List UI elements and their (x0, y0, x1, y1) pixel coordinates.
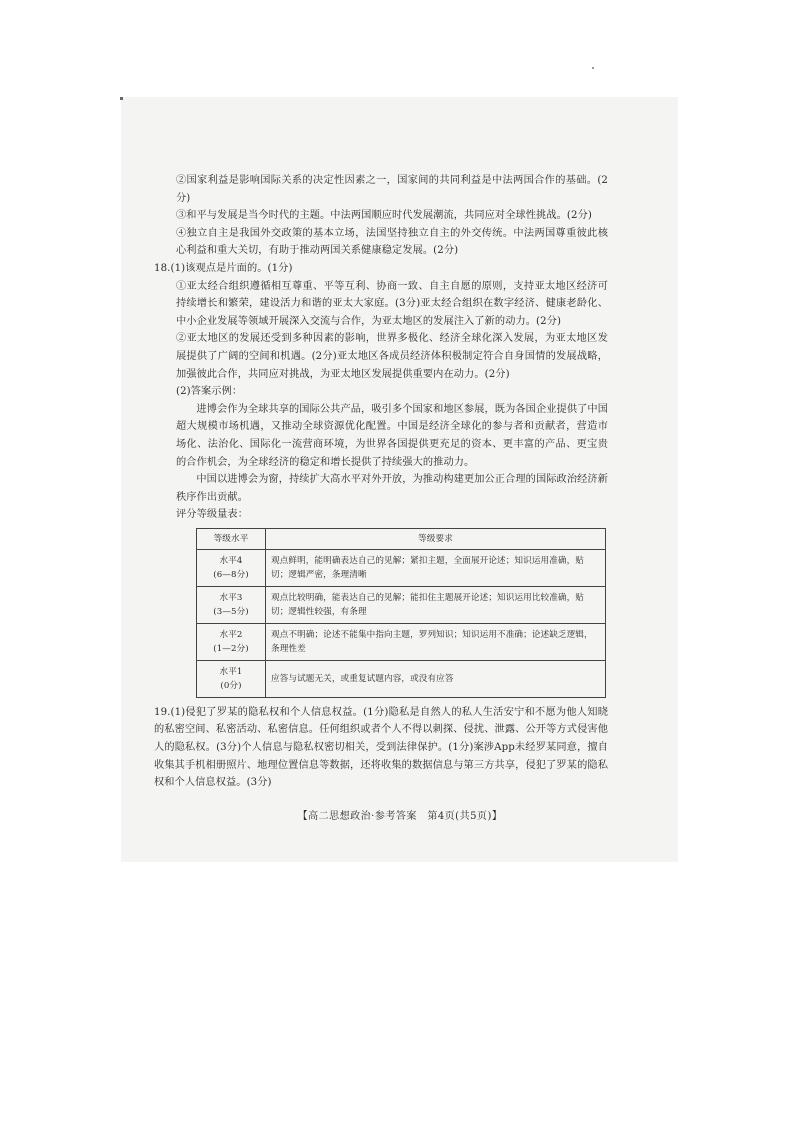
table-row (197, 623, 606, 660)
rubric-title: 评分等级量表： (176, 509, 249, 521)
scoring-rubric-table (196, 528, 606, 698)
scan-mark (120, 97, 123, 100)
q19-answer: 19.(1)侵犯了罗某的隐私权和个人信息权益。(1分)隐私是自然人的私人生活安宁和不愿为他人知晓的私密空间、私密活动、私密信息。任何组织或者个人不得以刺探、侵扰、泄露、公开等方式侵害他人的隐私权。(3分)个人信息与隐私权密切相关，受到法律保护。(1分)案涉App未经罗某同意，擅自收集其手机相册照片、地理位置信息等数据，还将收集的数据信息与第三方共享，侵犯了罗某的隐私权和个人信息权益。(3分) (154, 706, 608, 789)
q17-point-3: ③和平与发展是当今时代的主题。中法两国顺应时代发展潮流，共同应对全球性挑战。(2分) (176, 210, 592, 222)
table-row (197, 660, 606, 697)
q18-part1-heading: 18.(1)该观点是片面的。(1分) (154, 262, 293, 274)
level-cell (197, 586, 266, 623)
table-header-row (197, 528, 606, 549)
requirement-cell: 观点不明确；论述不能集中指向主题，罗列知识；知识运用不准确；论述缺乏逻辑，条理性差 (266, 623, 606, 660)
level-name: 水平4 (219, 555, 243, 566)
level-score: (6—8分) (213, 569, 249, 580)
q17-point-4: ④独立自主是我国外交政策的基本立场，法国坚持独立自主的外交传统。中法两国尊重彼此核心利益和重大关切，有助于推动两国关系健康稳定发展。(2分) (176, 227, 608, 257)
q18-sample-paragraph-2: 中国以进博会为窗，持续扩大高水平对外开放，为推动构建更加公正合理的国际政治经济新秩序作出贡献。 (176, 474, 608, 503)
table-row (197, 586, 606, 623)
requirement-cell: 应答与试题无关，或重复试题内容，或没有应答 (266, 660, 606, 697)
level-score: (1—2分) (213, 643, 249, 654)
q17-point-2: ②国家利益是影响国际关系的决定性因素之一，国家间的共同利益是中法两国合作的基础。(2分) (176, 175, 608, 204)
level-cell (197, 549, 266, 586)
level-name: 水平1 (219, 666, 243, 677)
q18-point-2: ②亚太地区的发展还受到多种因素的影响，世界多极化、经济全球化深入发展，为亚太地区发展提供了广阔的空间和机遇。(2分)亚太地区各成员经济体积极制定符合自身国情的发展战略，加强彼此合作，共同应对挑战，为亚太地区发展提供重要内在动力。(2分) (176, 333, 608, 380)
requirement-cell: 观点鲜明，能明确表达自己的见解；紧扣主题，全面展开论述；知识运用准确，贴切；逻辑严密，条理清晰 (266, 549, 606, 586)
q18-point-1: ①亚太经合组织遵循相互尊重、平等互利、协商一致、自主自愿的原则，支持亚太地区经济可持续增长和繁荣，建设活力和谐的亚太大家庭。(3分)亚太经合组织在数字经济、健康老龄化、中小企业发展等领域开展深入交流与合作，为亚太地区的发展注入了新的动力。(2分) (176, 280, 608, 327)
level-score: (0分) (220, 680, 242, 691)
answer-content (154, 172, 608, 792)
scan-speck (592, 67, 594, 69)
column-header-level: 等级水平 (197, 528, 266, 549)
table-row (197, 549, 606, 586)
level-score: (3—5分) (213, 606, 249, 617)
requirement-cell: 观点比较明确，能表达自己的见解；能扣住主题展开论述；知识运用比较准确，贴切；逻辑性较强，有条理 (266, 586, 606, 623)
column-header-requirement: 等级要求 (266, 528, 606, 549)
q18-sample-paragraph-1: 进博会作为全球共享的国际公共产品，吸引多个国家和地区参展，既为各国企业提供了中国超大规模市场机遇，又推动全球资源优化配置。中国是经济全球化的参与者和贡献者，营造市场化、法治化、国际化一流营商环境，为世界各国提供更充足的资本、更丰富的产品、更宝贵的合作机会，为全球经济的稳定和增长提供了持续强大的推动力。 (176, 403, 608, 468)
level-cell (197, 660, 266, 697)
level-name: 水平3 (219, 592, 243, 603)
page-footer: 【高二思想政治·参考答案 第4页(共5页)】 (297, 811, 503, 822)
level-name: 水平2 (219, 629, 243, 640)
level-cell (197, 623, 266, 660)
q18-part2-heading: (2)答案示例： (176, 386, 243, 398)
